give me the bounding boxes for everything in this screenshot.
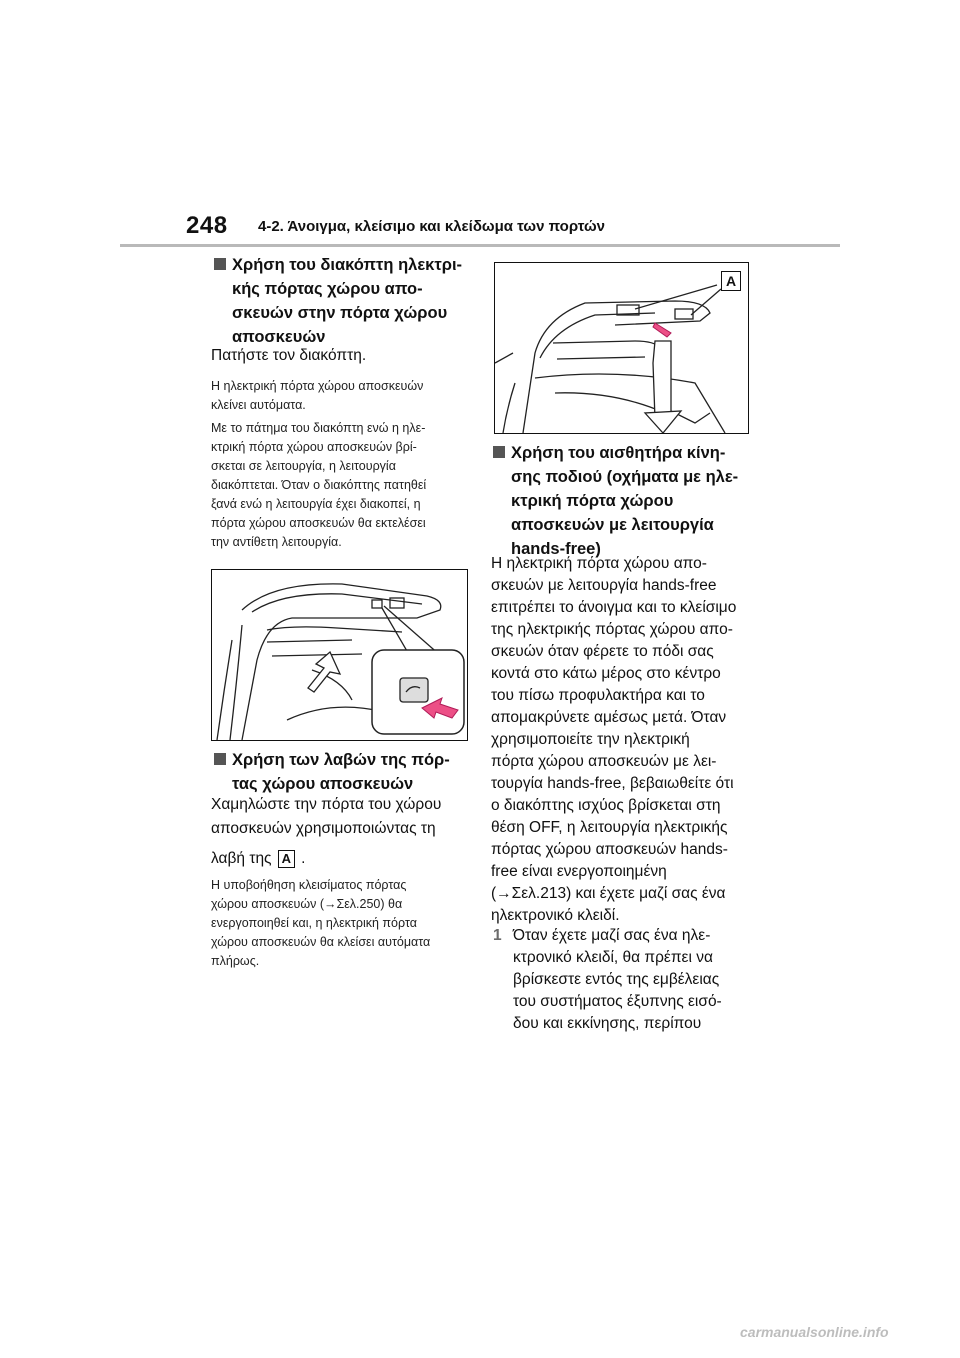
heading-line: αποσκευών με λειτουργία: [511, 516, 714, 534]
figure-callout-a: A: [721, 271, 741, 291]
tailgate-switch-icon: [400, 678, 428, 702]
note-line: κλείνει αυτόματα.: [211, 398, 306, 412]
step-line: κτρονικό κλειδί, θα πρέπει να: [513, 949, 713, 966]
note-line: σκεται σε λειτουργία, η λειτουργία: [211, 459, 396, 473]
note-line: Η ηλεκτρική πόρτα χώρου αποσκευών: [211, 379, 424, 393]
body-line: θέση OFF, η λειτουργία ηλεκτρικής: [491, 819, 728, 836]
heading-line: Χρήση του αισθητήρα κίνη-: [511, 444, 726, 462]
body-line: τουργία hands-free, βεβαιωθείτε ότι: [491, 775, 734, 792]
heading-line: hands-free): [511, 540, 601, 558]
body-line: free είναι ενεργοποιημένη: [491, 863, 667, 880]
step-line: βρίσκεστε εντός της εμβέλειας: [513, 971, 720, 988]
body-line: σκευών με λειτουργία hands-free: [491, 577, 717, 594]
heading-line: τας χώρου αποσκευών: [232, 775, 414, 793]
step-line: δου και εκκίνησης, περίπου: [513, 1015, 702, 1032]
note-stop-reverse: [211, 419, 426, 552]
body-line: (→Σελ.213) και έχετε μαζί σας ένα: [491, 885, 726, 902]
header-rule: [120, 244, 840, 247]
body-line: [211, 847, 441, 871]
heading-line: Χρήση των λαβών της πόρ-: [232, 751, 450, 769]
tailgate-handles-illustration: [495, 263, 748, 433]
body-line: ηλεκτρονικό κλειδί.: [491, 907, 620, 924]
heading-line: κής πόρτας χώρου απο-: [232, 280, 423, 298]
section-bullet-square-icon: [493, 446, 505, 458]
body-line: επιτρέπει το άνοιγμα και το κλείσιμο: [491, 599, 737, 616]
kick-sensor-body: [491, 553, 736, 927]
note-line: πλήρως.: [211, 954, 260, 968]
step-1: [491, 925, 722, 1035]
page-number: 248: [186, 212, 228, 239]
instruction-text: Πατήστε τον διακόπτη.: [211, 347, 367, 364]
body-line: αποσκευών χρησιμοποιώντας τη: [211, 820, 436, 837]
body-text: λαβή της: [211, 850, 272, 867]
note-line: διακόπτεται. Όταν ο διακόπτης πατηθεί: [211, 478, 427, 492]
body-line: χρησιμοποιείτε την ηλεκτρική: [491, 731, 690, 748]
chapter-title: 4-2. Άνοιγμα, κλείσιμο και κλείδωμα των πορτών: [258, 218, 605, 235]
note-line: χώρου αποσκευών (→Σελ.250) θα: [211, 897, 403, 911]
step-number: 1: [493, 927, 502, 944]
heading-line: Χρήση του διακόπτη ηλεκτρι-: [232, 256, 463, 274]
heading-line: σης ποδιού (οχήματα με ηλε-: [511, 468, 739, 486]
section-bullet-square-icon: [214, 753, 226, 765]
body-line: πόρτας χώρου αποσκευών hands-: [491, 841, 728, 858]
heading-line: σκευών στην πόρτα χώρου: [232, 304, 448, 322]
body-line: απομακρύνετε αμέσως μετά. Όταν: [491, 709, 727, 726]
note-line: Με το πάτημα του διακόπτη ενώ η ηλε-: [211, 421, 426, 435]
note-line: την αντίθετη λειτουργία.: [211, 535, 342, 549]
body-text: .: [301, 850, 306, 867]
watermark: carmanualsonline.info: [740, 1324, 889, 1340]
body-line: της ηλεκτρικής πόρτας χώρου απο-: [491, 621, 733, 638]
callout-a-label: A: [278, 850, 295, 868]
body-line: Η ηλεκτρική πόρτα χώρου απο-: [491, 555, 707, 572]
handles-instruction: [211, 793, 441, 871]
body-line: σκευών όταν φέρετε το πόδι σας: [491, 643, 714, 660]
note-line: ενεργοποιηθεί και, η ηλεκτρική πόρτα: [211, 916, 417, 930]
tailgate-switch-illustration: [212, 570, 467, 740]
note-line: πόρτα χώρου αποσκευών θα εκτελέσει: [211, 516, 426, 530]
body-line: του πίσω προφυλακτήρα και το: [491, 687, 705, 704]
section-heading-power-tailgate-switch: [232, 253, 462, 349]
note-closing-assist: [211, 876, 430, 971]
note-line: κτρική πόρτα χώρου αποσκευών βρί-: [211, 440, 417, 454]
body-line: ο διακόπτης ισχύος βρίσκεται στη: [491, 797, 721, 814]
section-bullet-square-icon: [214, 258, 226, 270]
step-line: του συστήματος έξυπνης εισό-: [513, 993, 722, 1010]
body-line: κοντά στο κάτω μέρος στο κέντρο: [491, 665, 721, 682]
down-arrow-icon: [308, 652, 340, 692]
body-line: Χαμηλώστε την πόρτα του χώρου: [211, 796, 442, 813]
note-line: χώρου αποσκευών θα κλείσει αυτόματα: [211, 935, 431, 949]
lowering-arrow-icon: [653, 341, 671, 419]
note-line: Η υποβοήθηση κλεισίματος πόρτας: [211, 878, 407, 892]
step-line: Όταν έχετε μαζί σας ένα ηλε-: [513, 927, 711, 944]
handle-pull-arrow-icon: [653, 323, 671, 337]
note-auto-close: [211, 377, 423, 415]
section-heading-tailgate-handles: [232, 748, 450, 796]
figure-tailgate-handles: [494, 262, 749, 434]
heading-line: αποσκευών: [232, 328, 326, 346]
note-line: ξανά ενώ η λειτουργία έχει διακοπεί, η: [211, 497, 421, 511]
body-line: πόρτα χώρου αποσκευών με λει-: [491, 753, 717, 770]
section-heading-kick-sensor: [511, 441, 738, 561]
heading-line: κτρική πόρτα χώρου: [511, 492, 674, 510]
figure-tailgate-switch: [211, 569, 468, 741]
